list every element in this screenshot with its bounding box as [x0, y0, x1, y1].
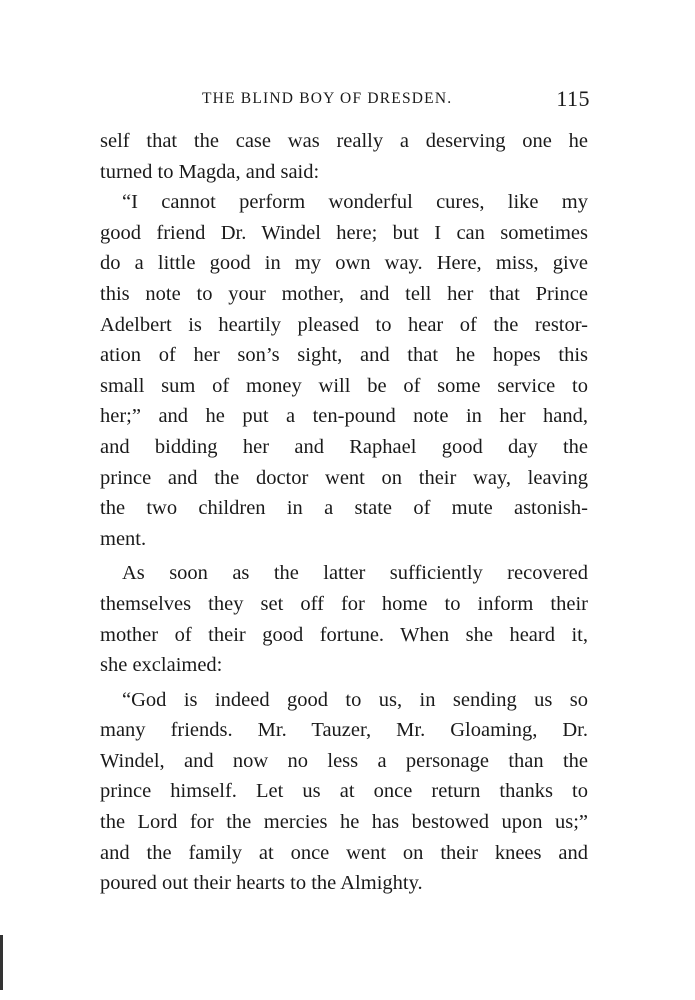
text-line: prince and the doctor went on their way, leaving — [100, 466, 588, 489]
text-line: do a little good in my own way. Here, miss, give — [100, 252, 588, 275]
text-line: turned to Magda, and said: — [100, 160, 320, 183]
text-line: the Lord for the mercies he has bestowed upon us;” — [100, 811, 588, 834]
text-line: small sum of money will be of some service to — [100, 374, 588, 397]
text-line: Adelbert is heartily pleased to hear of the restor- — [100, 313, 588, 336]
text-line: ment. — [100, 527, 147, 550]
text-line: and the family at once went on their knees and — [100, 841, 588, 864]
text-line: she exclaimed: — [100, 654, 223, 677]
running-head — [100, 86, 590, 114]
text-line: good friend Dr. Windel here; but I can sometimes — [100, 221, 588, 244]
text-line: poured out their hearts to the Almighty. — [100, 872, 423, 895]
text-line: many friends. Mr. Tauzer, Mr. Gloaming, Dr. — [100, 719, 588, 742]
text-line: this note to your mother, and tell her that Prince — [100, 282, 588, 305]
text-line: her;” and he put a ten-pound note in her hand, — [100, 405, 588, 428]
running-title: THE BLIND BOY OF DRESDEN. — [202, 90, 453, 107]
text-line: As soon as the latter sufficiently recovered — [122, 562, 588, 585]
text-line: Windel, and now no less a personage than the — [100, 749, 588, 772]
text-line: self that the case was really a deserving one he — [100, 130, 588, 152]
scan-edge-mark — [0, 935, 3, 990]
text-line: “God is indeed good to us, in sending us so — [122, 688, 588, 711]
text-line: the two children in a state of mute astonish- — [100, 497, 588, 520]
text-line: mother of their good fortune. When she heard it, — [100, 623, 588, 646]
text-line: “I cannot perform wonderful cures, like my — [122, 191, 588, 214]
page-number: 115 — [556, 86, 590, 111]
text-line: and bidding her and Raphael good day the — [100, 435, 588, 458]
text-line: ation of her son’s sight, and that he hopes this — [100, 344, 588, 367]
text-line: themselves they set off for home to inform their — [100, 592, 588, 615]
body-text — [100, 126, 588, 899]
text-line: prince himself. Let us at once return thanks to — [100, 780, 588, 803]
